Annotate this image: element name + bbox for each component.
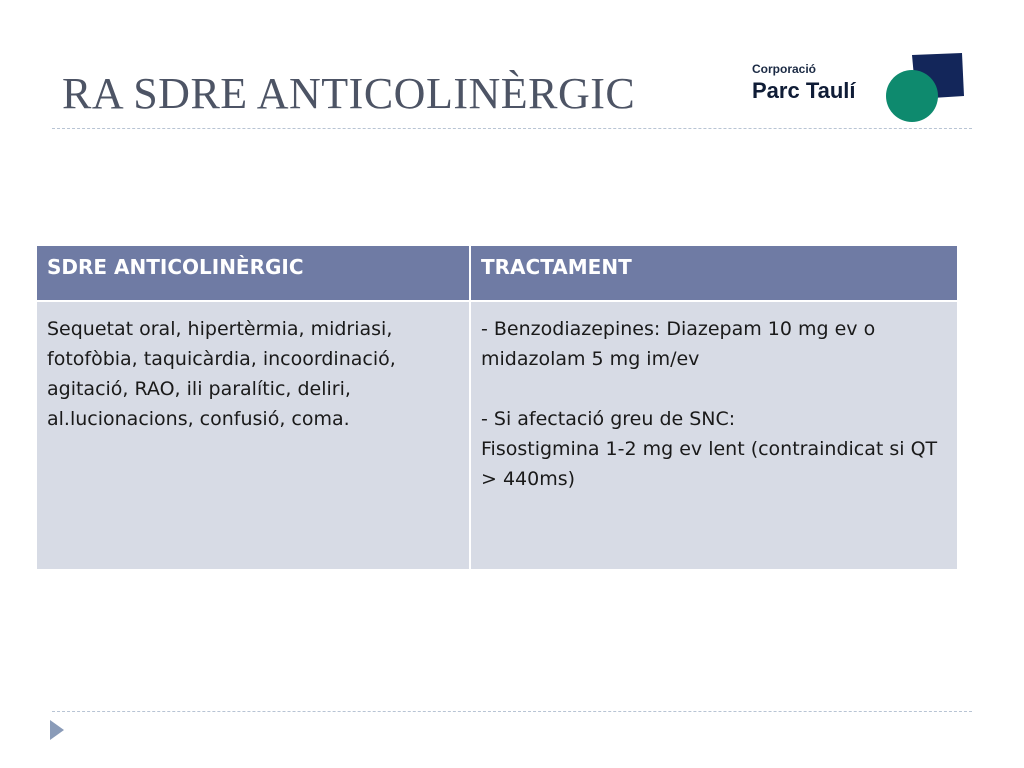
table-cell: - Benzodiazepines: Diazepam 10 mg ev o midazolam 5 mg im/ev - Si afectació greu de SNC: Fisostigmina 1-2 mg ev lent (contraindicat si QT > 440ms) [471,302,957,569]
table-cell: Sequetat oral, hipertèrmia, midriasi, fotofòbia, taquicàrdia, incoordinació, agitació, RAO, ili paralític, deliri, al.lucionacions, confusió, coma. [37,302,471,569]
logo-mark-icon [882,50,966,124]
slide-title: RA SDRE ANTICOLINÈRGIC [62,69,636,118]
footer-divider [52,711,972,712]
logo-small-text: Corporació [752,62,817,76]
title-divider [52,128,972,129]
info-table [37,246,957,569]
table-header-cell: TRACTAMENT [471,246,957,302]
logo-big-text: Parc Taulí [752,78,856,103]
table-header-cell: SDRE ANTICOLINÈRGIC [37,246,471,302]
play-arrow-icon[interactable] [50,720,64,740]
corporate-logo [752,50,972,130]
